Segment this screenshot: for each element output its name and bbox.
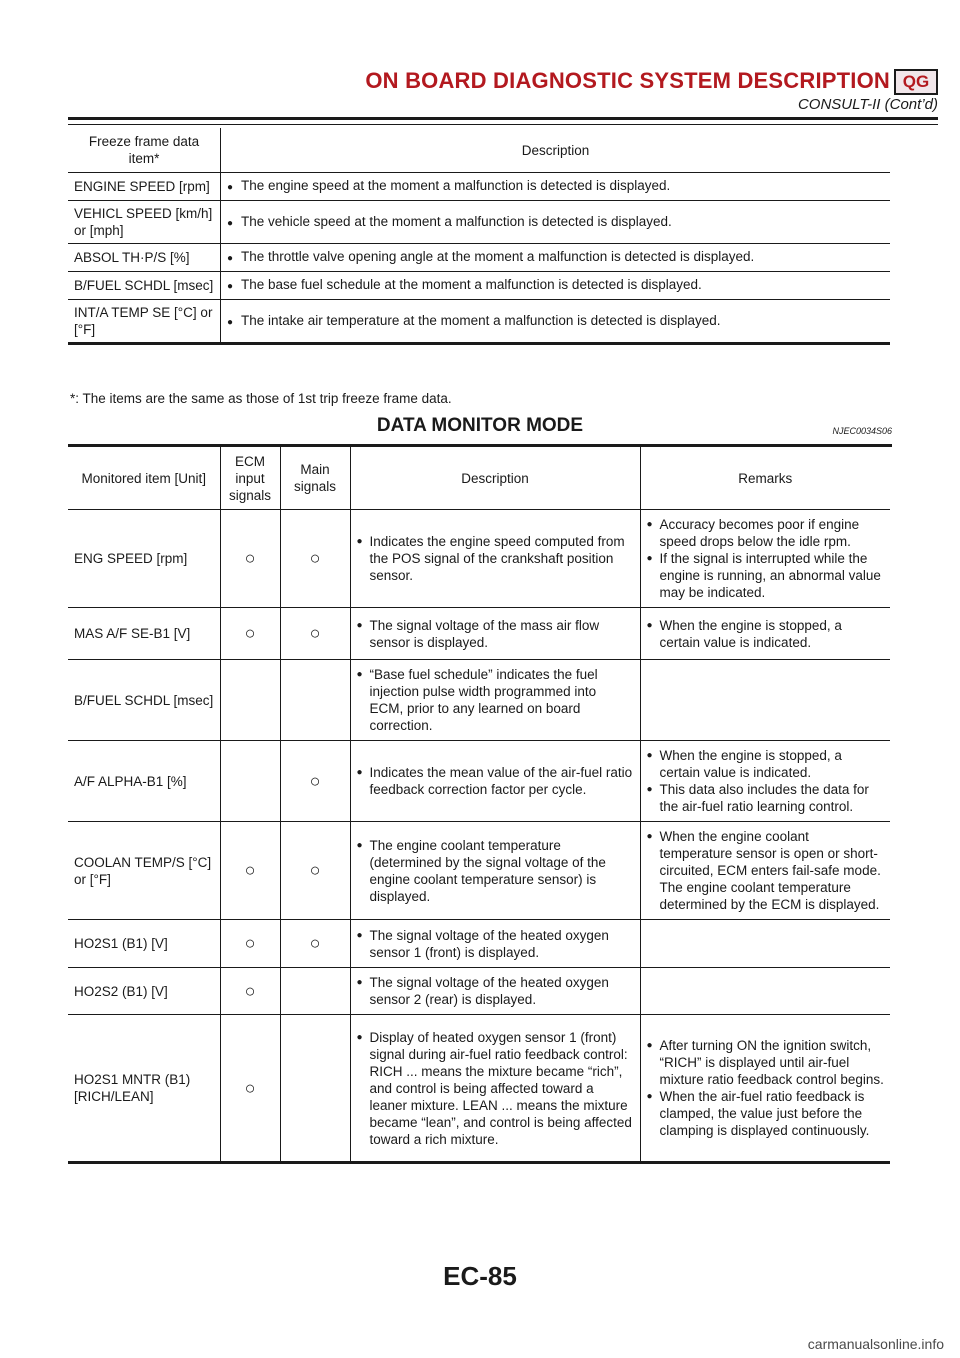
bullet-text: Accuracy becomes poor if engine speed drops below the idle rpm. xyxy=(659,517,860,549)
bullet-icon: ● xyxy=(227,182,234,193)
table-row xyxy=(68,660,890,741)
bullet-text: When the air-fuel ratio feedback is clamped, the value just before the clamping is displayed continuously. xyxy=(659,1089,870,1138)
remarks-cell xyxy=(640,608,890,660)
bullet-text: When the engine is stopped, a certain value is indicated. xyxy=(659,617,842,650)
bullet-icon: ● xyxy=(356,669,363,680)
bullet-icon: ● xyxy=(646,553,653,564)
freeze-desc-cell xyxy=(221,173,891,201)
bullet-text: The signal voltage of the heated oxygen sensor 1 (front) is displayed. xyxy=(369,927,609,960)
table-row xyxy=(68,173,890,201)
bullet-icon: ● xyxy=(227,281,234,292)
bullet-icon: ● xyxy=(356,619,363,631)
description-cell xyxy=(350,741,640,822)
remarks-cell xyxy=(640,741,890,822)
ecm-input-mark xyxy=(220,741,280,822)
table-row xyxy=(68,244,890,272)
table-row xyxy=(68,300,890,344)
column-header: Freeze frame data item* xyxy=(68,128,221,173)
bullet-text: Display of heated oxygen sensor 1 (front) signal during air-fuel ratio feedback control: RICH ... means the mixture became “rich”, and control is being affected toward a leaner mixture. LEAN ... means the mixture became “lean”, and control is being affected toward a rich mixture. xyxy=(369,1029,632,1147)
description-text: The base fuel schedule at the moment a malfunction is detected is displayed. xyxy=(241,277,702,292)
description-cell xyxy=(350,920,640,968)
main-signal-mark: ○ xyxy=(280,920,350,968)
remarks-cell xyxy=(640,968,890,1015)
remarks-cell xyxy=(640,510,890,608)
bullet-line xyxy=(647,1088,885,1139)
header-rule-thin xyxy=(68,124,938,125)
freeze-item-cell: B/FUEL SCHDL [msec] xyxy=(68,272,221,300)
bullet-icon: ● xyxy=(356,1031,363,1043)
freeze-frame-table-body xyxy=(68,173,890,344)
monitored-item-cell: B/FUEL SCHDL [msec] xyxy=(68,660,220,741)
bullet-line xyxy=(357,974,634,1008)
description-cell xyxy=(350,660,640,741)
page-title: ON BOARD DIAGNOSTIC SYSTEM DESCRIPTION xyxy=(365,68,890,93)
bullet-icon: ● xyxy=(646,519,653,530)
bullet-icon: ● xyxy=(646,831,653,842)
description-cell xyxy=(350,968,640,1015)
column-header: Description xyxy=(221,128,891,173)
freeze-desc-cell xyxy=(221,244,891,272)
column-header: Description xyxy=(350,447,640,510)
bullet-line xyxy=(647,516,885,550)
bullet-text: When the engine coolant temperature sensor is open or short-circuited, ECM enters fail-safe mode. The engine coolant temperature determined by the ECM is displayed. xyxy=(659,829,881,912)
bullet-line xyxy=(647,617,885,651)
bullet-text: After turning ON the ignition switch, “RICH” is displayed until air-fuel mixture ratio feedback control begins. xyxy=(659,1038,884,1087)
freeze-desc-cell xyxy=(221,272,891,300)
bullet-line xyxy=(647,1037,885,1088)
bullet-icon: ● xyxy=(356,536,363,547)
data-monitor-table xyxy=(68,447,890,1164)
section-code: NJEC0034S06 xyxy=(832,426,892,436)
freeze-item-cell: ABSOL TH·P/S [%] xyxy=(68,244,221,272)
table-row xyxy=(68,968,890,1015)
page-number: EC-85 xyxy=(443,1261,517,1291)
bullet-icon: ● xyxy=(646,619,653,631)
bullet-icon: ● xyxy=(646,1091,653,1102)
bullet-line xyxy=(647,550,885,601)
bullet-line xyxy=(357,837,634,905)
description-cell xyxy=(350,822,640,920)
bullet-text: The signal voltage of the mass air flow sensor is displayed. xyxy=(369,617,600,650)
main-signal-mark xyxy=(280,968,350,1015)
watermark: carmanualsonline.info xyxy=(807,1336,944,1352)
column-header: Monitored item [Unit] xyxy=(68,447,220,510)
table-row xyxy=(68,201,890,244)
description-text: The engine speed at the moment a malfunction is detected is displayed. xyxy=(241,178,671,193)
page-subtitle: CONSULT-II (Cont’d) xyxy=(797,96,938,113)
bullet-icon: ● xyxy=(646,1040,653,1051)
description-cell xyxy=(350,510,640,608)
freeze-item-cell: ENGINE SPEED [rpm] xyxy=(68,173,221,201)
monitored-item-cell: ENG SPEED [rpm] xyxy=(68,510,220,608)
monitored-item-cell: MAS A/F SE-B1 [V] xyxy=(68,608,220,660)
description-cell xyxy=(350,608,640,660)
freeze-item-cell: INT/A TEMP SE [°C] or [°F] xyxy=(68,300,221,344)
monitored-item-cell: HO2S1 (B1) [V] xyxy=(68,920,220,968)
ecm-input-mark: ○ xyxy=(220,510,280,608)
bullet-text: When the engine is stopped, a certain value is indicated. xyxy=(659,748,842,780)
table-row xyxy=(68,920,890,968)
table-row xyxy=(68,822,890,920)
main-signal-mark: ○ xyxy=(280,510,350,608)
bullet-line xyxy=(357,666,634,734)
data-monitor-table-body xyxy=(68,510,890,1163)
main-signal-mark xyxy=(280,1015,350,1163)
description-cell xyxy=(350,1015,640,1163)
ecm-input-mark: ○ xyxy=(220,822,280,920)
table-header-row xyxy=(68,447,890,510)
bullet-icon: ● xyxy=(646,750,653,761)
bullet-text: Indicates the mean value of the air-fuel ratio feedback correction factor per cycle. xyxy=(369,765,633,797)
column-header: Main signals xyxy=(280,447,350,510)
bullet-line xyxy=(357,533,634,584)
bullet-icon: ● xyxy=(227,217,234,229)
bullet-icon: ● xyxy=(356,929,363,941)
bullet-line xyxy=(647,747,885,781)
main-signal-mark: ○ xyxy=(280,741,350,822)
description-text: The throttle valve opening angle at the moment a malfunction is detected is displayed. xyxy=(241,249,755,264)
monitored-item-cell: A/F ALPHA-B1 [%] xyxy=(68,741,220,822)
bullet-icon: ● xyxy=(227,253,234,264)
main-signal-mark xyxy=(280,660,350,741)
main-signal-mark: ○ xyxy=(280,822,350,920)
remarks-cell xyxy=(640,660,890,741)
ecm-input-mark xyxy=(220,660,280,741)
bullet-text: Indicates the engine speed computed from the POS signal of the crankshaft position sensor. xyxy=(369,534,625,583)
freeze-item-cell: VEHICL SPEED [km/h] or [mph] xyxy=(68,201,221,244)
bullet-line xyxy=(357,927,634,961)
freeze-desc-cell xyxy=(221,300,891,344)
bullet-line xyxy=(647,828,885,913)
bullet-icon: ● xyxy=(356,767,363,778)
header-rule xyxy=(68,117,938,120)
table-header-row xyxy=(68,128,890,173)
monitored-item-cell: HO2S2 (B1) [V] xyxy=(68,968,220,1015)
section-badge: QG xyxy=(894,69,938,95)
description-text: The vehicle speed at the moment a malfunction is detected is displayed. xyxy=(241,213,672,229)
ecm-input-mark: ○ xyxy=(220,920,280,968)
bullet-line xyxy=(357,617,634,651)
bullet-line xyxy=(357,1029,634,1148)
main-signal-mark: ○ xyxy=(280,608,350,660)
column-header: ECM input signals xyxy=(220,447,280,510)
bullet-icon: ● xyxy=(646,784,653,795)
remarks-cell xyxy=(640,1015,890,1163)
description-text: The intake air temperature at the moment a malfunction is detected is displayed. xyxy=(241,312,721,328)
section-title: DATA MONITOR MODE xyxy=(376,415,584,436)
remarks-cell xyxy=(640,920,890,968)
freeze-frame-table xyxy=(68,128,890,345)
table-row xyxy=(68,272,890,300)
bullet-icon: ● xyxy=(227,316,234,328)
monitored-item-cell: COOLAN TEMP/S [°C] or [°F] xyxy=(68,822,220,920)
table-row xyxy=(68,741,890,822)
ecm-input-mark: ○ xyxy=(220,608,280,660)
column-header: Remarks xyxy=(640,447,890,510)
remarks-cell xyxy=(640,822,890,920)
monitored-item-cell: HO2S1 MNTR (B1) [RICH/LEAN] xyxy=(68,1015,220,1163)
bullet-icon: ● xyxy=(356,839,363,851)
bullet-text: The signal voltage of the heated oxygen sensor 2 (rear) is displayed. xyxy=(369,975,609,1007)
table-row xyxy=(68,1015,890,1163)
bullet-text: “Base fuel schedule” indicates the fuel injection pulse width programmed into ECM, prior to any learned on board correction. xyxy=(369,667,598,733)
freeze-desc-cell xyxy=(221,201,891,244)
bullet-text: If the signal is interrupted while the engine is running, an abnormal value may be indicated. xyxy=(659,551,881,600)
table-row xyxy=(68,510,890,608)
bullet-icon: ● xyxy=(356,977,363,988)
bullet-text: The engine coolant temperature (determined by the signal voltage of the engine coolant temperature sensor) is displayed. xyxy=(369,837,606,904)
bullet-line xyxy=(357,764,634,798)
table-row xyxy=(68,608,890,660)
bullet-line xyxy=(647,781,885,815)
ecm-input-mark: ○ xyxy=(220,968,280,1015)
table-footnote: *: The items are the same as those of 1st trip freeze frame data. xyxy=(70,391,452,406)
bullet-text: This data also includes the data for the air-fuel ratio learning control. xyxy=(659,782,869,814)
ecm-input-mark: ○ xyxy=(220,1015,280,1163)
